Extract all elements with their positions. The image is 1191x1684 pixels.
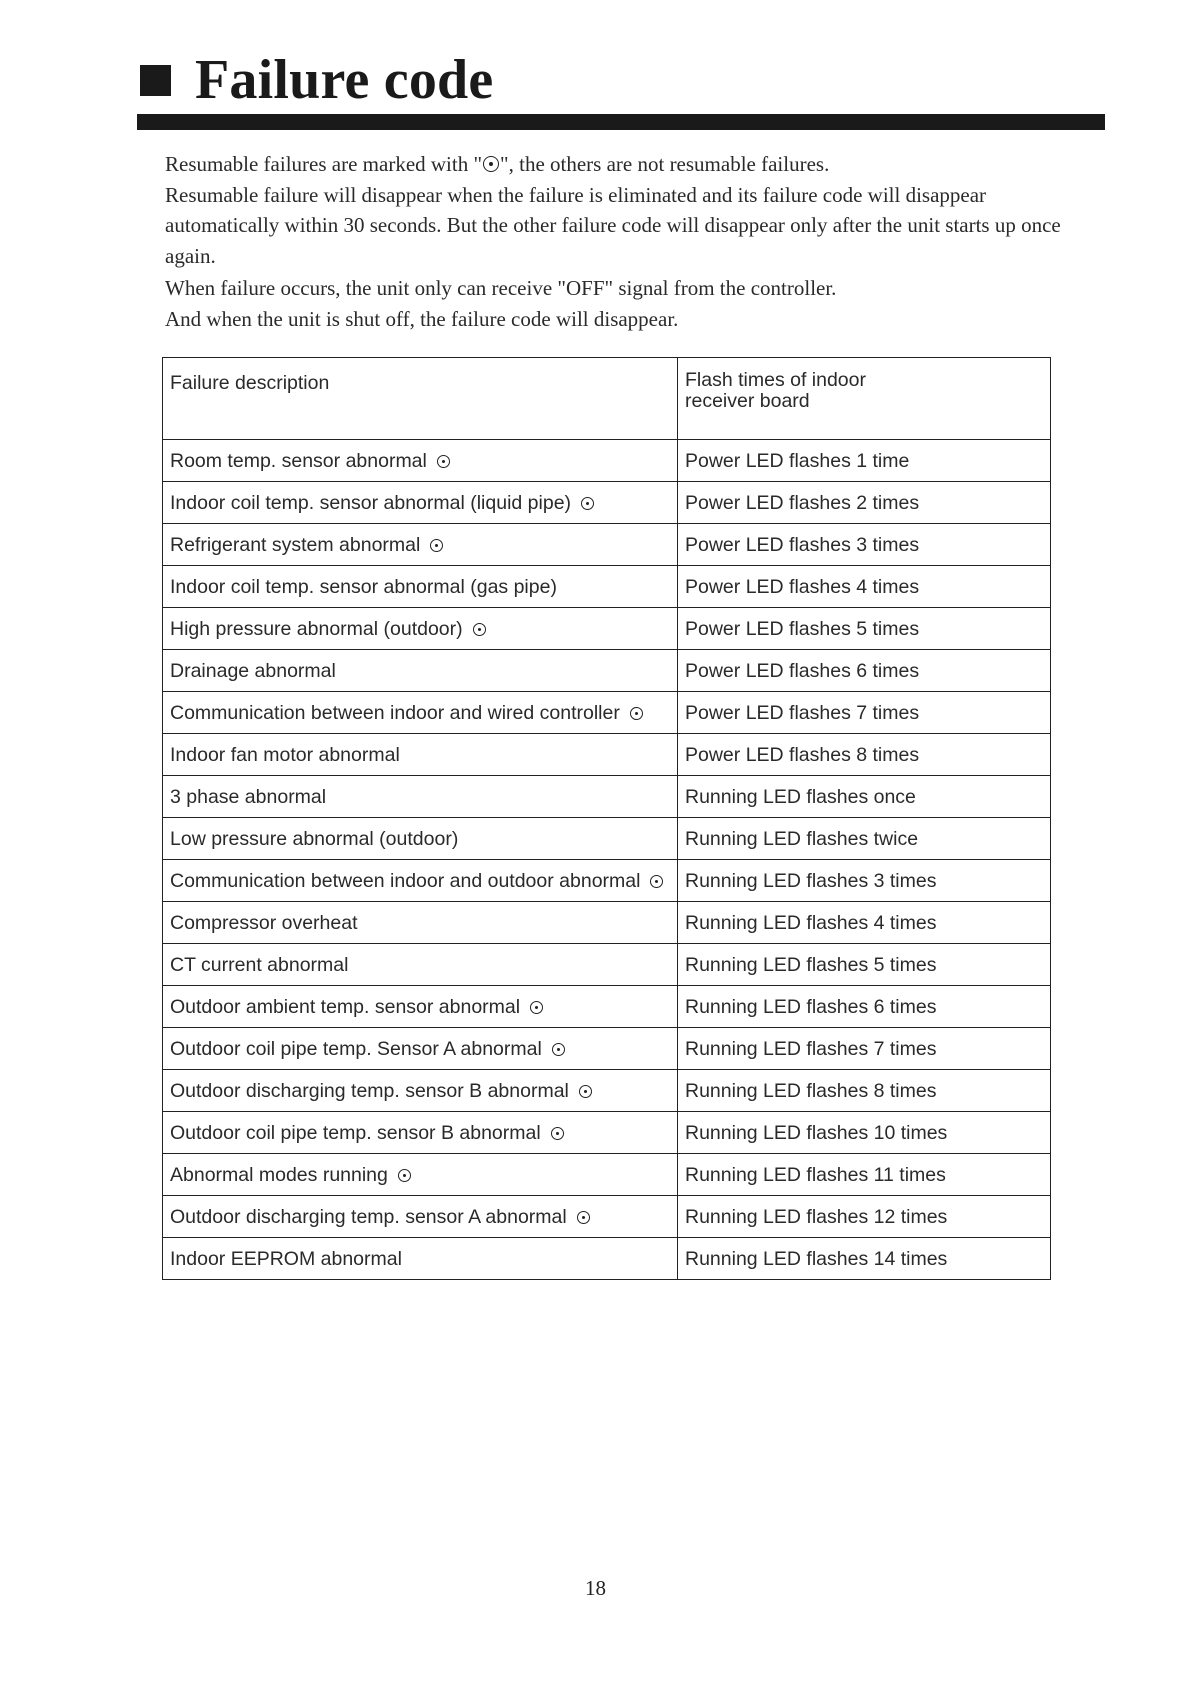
flash-times-cell: Power LED flashes 2 times	[678, 482, 1051, 524]
flash-times-cell: Running LED flashes 5 times	[678, 944, 1051, 986]
header-flash-times	[678, 358, 1051, 440]
failure-description-cell	[163, 986, 678, 1028]
resumable-mark-icon	[551, 1127, 564, 1140]
failure-description: Indoor coil temp. sensor abnormal (gas pipe)	[170, 575, 557, 598]
flash-times-cell: Running LED flashes 4 times	[678, 902, 1051, 944]
page-title: Failure code	[195, 49, 494, 111]
intro-line-1	[165, 149, 1065, 180]
heading-rule	[137, 114, 1105, 130]
failure-description: CT current abnormal	[170, 953, 349, 976]
failure-description: Indoor coil temp. sensor abnormal (liquid pipe)	[170, 491, 572, 514]
failure-description-cell	[163, 860, 678, 902]
resumable-mark-icon	[530, 1001, 543, 1014]
flash-times-cell: Running LED flashes once	[678, 776, 1051, 818]
failure-description-cell	[163, 776, 678, 818]
header-flash-line-1: Flash times of indoor	[685, 369, 866, 391]
table-row	[163, 860, 1051, 902]
resumable-mark-icon	[430, 539, 443, 552]
failure-description: Refrigerant system abnormal	[170, 533, 421, 556]
failure-description: Indoor EEPROM abnormal	[170, 1247, 402, 1270]
failure-code-table	[162, 357, 1051, 1280]
resumable-mark-icon	[473, 623, 486, 636]
failure-description: Outdoor ambient temp. sensor abnormal	[170, 995, 521, 1018]
table-row	[163, 986, 1051, 1028]
failure-description-cell	[163, 650, 678, 692]
flash-times-cell: Power LED flashes 7 times	[678, 692, 1051, 734]
table-row	[163, 818, 1051, 860]
flash-times-cell: Running LED flashes 10 times	[678, 1112, 1051, 1154]
failure-description-cell	[163, 566, 678, 608]
table-row	[163, 902, 1051, 944]
table-row	[163, 1238, 1051, 1280]
intro-paragraph-2: Resumable failure will disappear when the failure is eliminated and its failure code will disappear automatically within 30 seconds. But the other failure code will disappear only after the unit starts up once again.	[165, 182, 1061, 268]
resumable-mark-icon	[650, 875, 663, 888]
flash-times-cell: Power LED flashes 6 times	[678, 650, 1051, 692]
failure-description: Outdoor coil pipe temp. sensor B abnormal	[170, 1121, 541, 1144]
table-row	[163, 1028, 1051, 1070]
failure-description-cell	[163, 692, 678, 734]
resumable-mark-icon	[577, 1211, 590, 1224]
failure-description: Communication between indoor and wired controller	[170, 701, 620, 724]
resumable-mark-icon	[552, 1043, 565, 1056]
flash-times-cell: Running LED flashes 11 times	[678, 1154, 1051, 1196]
failure-description-cell	[163, 524, 678, 566]
failure-description: Room temp. sensor abnormal	[170, 449, 427, 472]
failure-description-cell	[163, 944, 678, 986]
table-row	[163, 1070, 1051, 1112]
table-row	[163, 440, 1051, 482]
table-header-row	[163, 358, 1051, 440]
failure-description-cell	[163, 1070, 678, 1112]
table-row	[163, 566, 1051, 608]
heading-square-icon	[140, 65, 171, 96]
intro-paragraph-3: When failure occurs, the unit only can receive "OFF" signal from the controller.	[165, 276, 837, 300]
flash-times-cell: Power LED flashes 3 times	[678, 524, 1051, 566]
flash-times-cell: Running LED flashes twice	[678, 818, 1051, 860]
failure-description: Compressor overheat	[170, 911, 358, 934]
intro-line-1-end: ", the others are not resumable failures.	[500, 152, 830, 176]
failure-description: 3 phase abnormal	[170, 785, 327, 808]
intro-paragraph-4: And when the unit is shut off, the failure code will disappear.	[165, 306, 679, 331]
failure-description-cell	[163, 1028, 678, 1070]
failure-description-cell	[163, 818, 678, 860]
table-row	[163, 776, 1051, 818]
failure-description: Communication between indoor and outdoor abnormal	[170, 869, 641, 892]
flash-times-cell: Running LED flashes 14 times	[678, 1238, 1051, 1280]
failure-description: High pressure abnormal (outdoor)	[170, 617, 463, 640]
page-number: 18	[585, 1576, 606, 1600]
table-row	[163, 650, 1051, 692]
failure-description-cell	[163, 482, 678, 524]
resumable-mark-icon	[398, 1169, 411, 1182]
table-row	[163, 944, 1051, 986]
failure-description: Indoor fan motor abnormal	[170, 743, 400, 766]
table-row	[163, 1154, 1051, 1196]
header-failure-description: Failure description	[163, 358, 678, 440]
failure-description-cell	[163, 734, 678, 776]
failure-description-cell	[163, 902, 678, 944]
header-flash-line-2: receiver board	[685, 390, 810, 412]
failure-description-cell	[163, 1196, 678, 1238]
failure-description-cell	[163, 1238, 678, 1280]
failure-description-cell	[163, 608, 678, 650]
page-heading	[140, 40, 493, 120]
resumable-mark-icon	[630, 707, 643, 720]
failure-description: Outdoor coil pipe temp. Sensor A abnormal	[170, 1037, 542, 1060]
flash-times-cell: Running LED flashes 12 times	[678, 1196, 1051, 1238]
table-row	[163, 734, 1051, 776]
failure-description: Outdoor discharging temp. sensor A abnormal	[170, 1205, 567, 1228]
failure-description-cell	[163, 1112, 678, 1154]
table-row	[163, 524, 1051, 566]
failure-description: Abnormal modes running	[170, 1163, 388, 1186]
failure-description-cell	[163, 440, 678, 482]
table-row	[163, 692, 1051, 734]
flash-times-cell: Power LED flashes 1 time	[678, 440, 1051, 482]
resumable-mark-icon	[437, 455, 450, 468]
flash-times-cell: Power LED flashes 5 times	[678, 608, 1051, 650]
failure-description: Outdoor discharging temp. sensor B abnormal	[170, 1079, 569, 1102]
resumable-mark-icon	[579, 1085, 592, 1098]
flash-times-cell: Power LED flashes 4 times	[678, 566, 1051, 608]
intro-text	[165, 149, 1065, 334]
flash-times-cell: Running LED flashes 6 times	[678, 986, 1051, 1028]
flash-times-cell: Running LED flashes 3 times	[678, 860, 1051, 902]
table-row	[163, 1112, 1051, 1154]
resumable-mark-icon	[483, 156, 499, 172]
resumable-mark-icon	[581, 497, 594, 510]
failure-description: Low pressure abnormal (outdoor)	[170, 827, 459, 850]
intro-line-1-start: Resumable failures are marked with "	[165, 152, 483, 176]
flash-times-cell: Running LED flashes 8 times	[678, 1070, 1051, 1112]
flash-times-cell: Power LED flashes 8 times	[678, 734, 1051, 776]
table-row	[163, 1196, 1051, 1238]
flash-times-cell: Running LED flashes 7 times	[678, 1028, 1051, 1070]
table-row	[163, 608, 1051, 650]
failure-description-cell	[163, 1154, 678, 1196]
failure-description: Drainage abnormal	[170, 659, 336, 682]
table-row	[163, 482, 1051, 524]
